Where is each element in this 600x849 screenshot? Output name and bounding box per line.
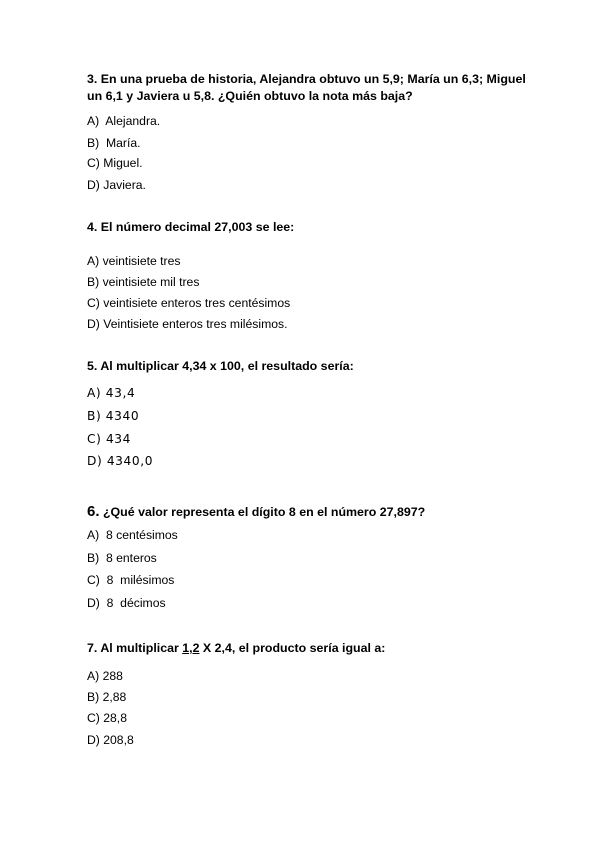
question-6-option-b: B) 8 enteros: [87, 551, 157, 565]
question-7-option-a: A) 288: [87, 669, 123, 683]
question-7-underlined-factor: 1,2: [182, 641, 200, 655]
question-3-prompt: 3. En una prueba de historia, Alejandra obtuvo un 5,9; María un 6,3; Miguel un 6,1 y Javiera u 5,8. ¿Quién obtuvo la nota más baja?: [87, 72, 526, 103]
question-6-prompt: [87, 503, 537, 521]
question-7-prompt: [87, 640, 537, 657]
question-4-prompt: 4. El número decimal 27,003 se lee:: [87, 220, 295, 234]
question-7-option-b: B) 2,88: [87, 690, 127, 704]
question-3-option-a: A) Alejandra.: [87, 114, 161, 128]
question-4-option-d: D) Veintisiete enteros tres milésimos.: [87, 317, 288, 331]
question-4-option-b: B) veintisiete mil tres: [87, 275, 200, 289]
question-7-text-end: X 2,4, el producto sería igual a:: [199, 641, 386, 655]
question-5-option-c: C) 434: [87, 432, 132, 446]
question-6-option-c: C) 8 milésimos: [87, 573, 175, 587]
question-5-option-a: A) 43,4: [87, 386, 136, 400]
question-6-option-d: D) 8 décimos: [87, 596, 166, 610]
question-5-option-d: D) 4340,0: [87, 454, 154, 468]
question-3-option-c: C) Miguel.: [87, 156, 143, 170]
question-4-option-a: A) veintisiete tres: [87, 254, 181, 268]
question-3-option-d: D) Javiera.: [87, 178, 146, 192]
question-6-text: ¿Qué valor representa el dígito 8 en el número 27,897?: [99, 505, 426, 519]
question-3-option-b: B) María.: [87, 136, 141, 150]
question-4-option-c: C) veintisiete enteros tres centésimos: [87, 296, 291, 310]
question-5-option-b: B) 4340: [87, 409, 140, 423]
question-7-text-start: 7. Al multiplicar: [87, 641, 183, 655]
question-6-option-a: A) 8 centésimos: [87, 528, 178, 542]
question-6-number: 6.: [87, 503, 100, 520]
question-7-option-d: D) 208,8: [87, 733, 134, 747]
question-7-option-c: C) 28,8: [87, 711, 127, 725]
question-5-prompt: 5. Al multiplicar 4,34 x 100, el resultado sería:: [87, 359, 354, 373]
